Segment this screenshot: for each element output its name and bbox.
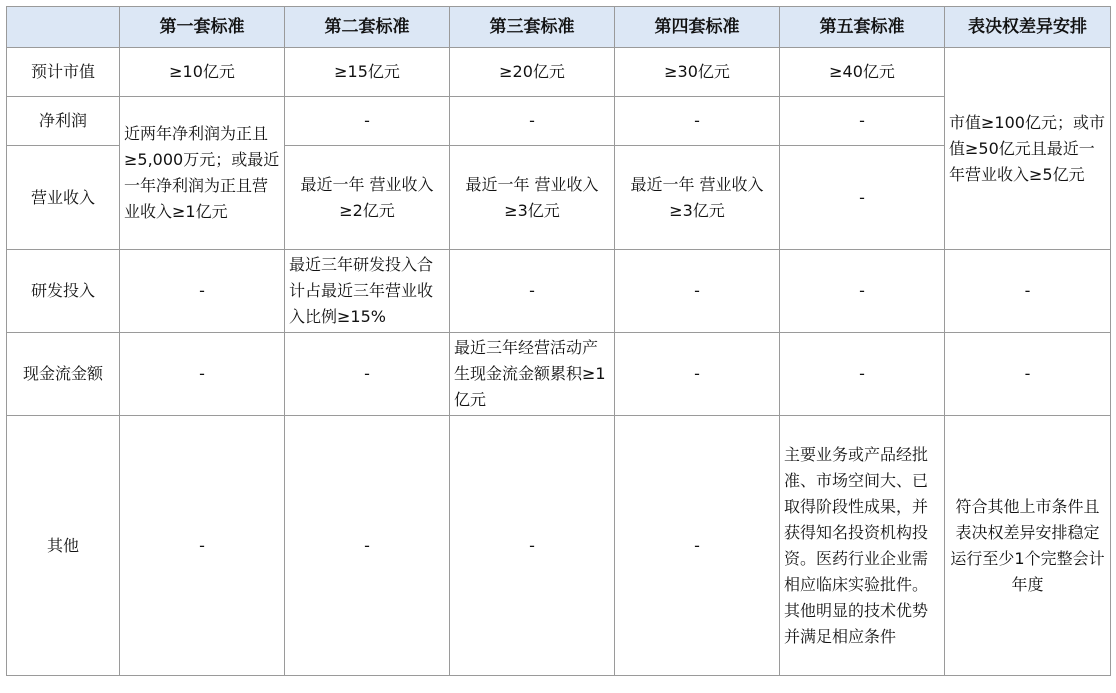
cell-other-vote: 符合其他上市条件且表决权差异安排稳定运行至少1个完整会计年度 <box>945 416 1111 676</box>
cell-other-s2: - <box>285 416 450 676</box>
cell-other-s1: - <box>120 416 285 676</box>
header-standard-1: 第一套标准 <box>120 7 285 48</box>
header-standard-2: 第二套标准 <box>285 7 450 48</box>
cell-market-cap-s3: ≥20亿元 <box>450 48 615 97</box>
cell-rd-s2: 最近三年研发投入合计占最近三年营业收入比例≥15% <box>285 250 450 333</box>
cell-market-cap-s5: ≥40亿元 <box>780 48 945 97</box>
cell-net-profit-s3: - <box>450 97 615 146</box>
header-row <box>7 7 1111 48</box>
cell-cashflow-s5: - <box>780 333 945 416</box>
cell-market-cap-s4: ≥30亿元 <box>615 48 780 97</box>
header-corner <box>7 7 120 48</box>
row-label-market-cap: 预计市值 <box>7 48 120 97</box>
cell-other-s3: - <box>450 416 615 676</box>
listing-standards-table <box>6 6 1111 676</box>
row-label-revenue: 营业收入 <box>7 146 120 250</box>
cell-revenue-s3: 最近一年 营业收入≥3亿元 <box>450 146 615 250</box>
row-label-cashflow: 现金流金额 <box>7 333 120 416</box>
cell-revenue-s5: - <box>780 146 945 250</box>
cell-other-s5: 主要业务或产品经批准、市场空间大、已取得阶段性成果，并获得知名投资机构投资。医药行业企业需相应临床实验批件。其他明显的技术优势并满足相应条件 <box>780 416 945 676</box>
row-label-other: 其他 <box>7 416 120 676</box>
header-standard-5: 第五套标准 <box>780 7 945 48</box>
cell-net-profit-s2: - <box>285 97 450 146</box>
row-market-cap <box>7 48 1111 97</box>
header-voting-rights: 表决权差异安排 <box>945 7 1111 48</box>
cell-market-cap-s1: ≥10亿元 <box>120 48 285 97</box>
header-standard-3: 第三套标准 <box>450 7 615 48</box>
row-cashflow <box>7 333 1111 416</box>
cell-cashflow-s2: - <box>285 333 450 416</box>
cell-rd-s3: - <box>450 250 615 333</box>
cell-rd-s4: - <box>615 250 780 333</box>
header-standard-4: 第四套标准 <box>615 7 780 48</box>
cell-net-profit-s5: - <box>780 97 945 146</box>
cell-other-s4: - <box>615 416 780 676</box>
row-label-net-profit: 净利润 <box>7 97 120 146</box>
cell-revenue-s4: 最近一年 营业收入≥3亿元 <box>615 146 780 250</box>
cell-rd-s5: - <box>780 250 945 333</box>
cell-cashflow-s1: - <box>120 333 285 416</box>
row-label-rd: 研发投入 <box>7 250 120 333</box>
row-rd <box>7 250 1111 333</box>
cell-market-cap-s2: ≥15亿元 <box>285 48 450 97</box>
cell-cashflow-vote: - <box>945 333 1111 416</box>
cell-net-profit-s4: - <box>615 97 780 146</box>
cell-cashflow-s3: 最近三年经营活动产生现金流金额累积≥1亿元 <box>450 333 615 416</box>
cell-s1-profit-revenue-merged: 近两年净利润为正且≥5,000万元；或最近一年净利润为正且营业收入≥1亿元 <box>120 97 285 250</box>
cell-cashflow-s4: - <box>615 333 780 416</box>
cell-rd-s1: - <box>120 250 285 333</box>
cell-rd-vote: - <box>945 250 1111 333</box>
cell-voting-market-cap-merged: 市值≥100亿元；或市值≥50亿元且最近一年营业收入≥5亿元 <box>945 48 1111 250</box>
row-other <box>7 416 1111 676</box>
cell-revenue-s2: 最近一年 营业收入≥2亿元 <box>285 146 450 250</box>
